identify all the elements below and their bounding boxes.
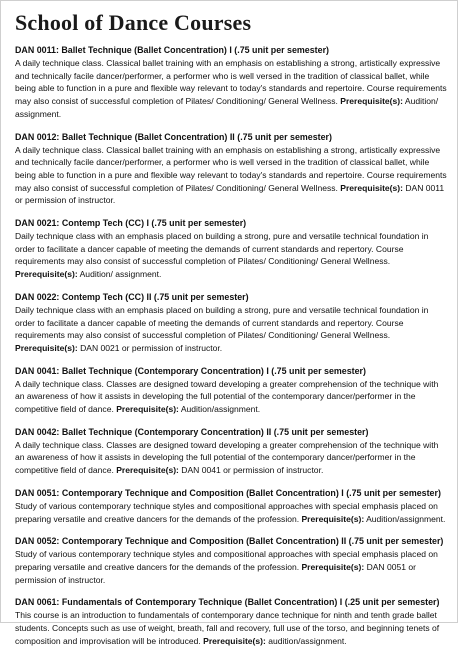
course-description-text: Daily technique class with an emphasis placed on building a strong, pure and versatile technical foundation in order to facilitate a dancer capable of meeting the demands of current standards and repertory. Course requirements may also consist of successful completion of Pilates/ Conditioning/ General Wellness. [15,231,429,267]
course-entry [15,44,447,121]
prerequisite-label: Prerequisite(s): [116,404,179,415]
prerequisite-label: Prerequisite(s): [301,513,365,524]
course-description-text: A daily technique class. Classes are designed toward developing a greater comprehension of the technique with an awareness of how it assists in developing the full potential of the contemporary dancer/performer in the competitive field of dance. [15,378,439,415]
document-content [15,8,447,658]
course-title: DAN 0011: Ballet Technique (Ballet Concentration) I (.75 unit per semester) [15,45,329,55]
course-entry [15,596,447,647]
prerequisite-label: Prerequisite(s): [116,465,179,476]
course-description [15,609,447,647]
course-entry [15,535,447,586]
course-title: DAN 0022: Contemp Tech (CC) II (.75 unit per semester) [15,291,249,302]
course-entry [15,487,447,525]
page-title: School of Dance Courses [15,10,252,35]
course-description-text: Study of various contemporary technique styles and compositional approaches with special emphasis placed on preparing versatile and creative dancers for the demands of the profession. [15,549,438,572]
course-title: DAN 0041: Ballet Technique (Contemporary Concentration) I (.75 unit per semester) [15,365,366,376]
course-description-text: A daily technique class. Classical ballet training with an emphasis on establishing a strong, artistically expressive and technically facile dancer/performer, a performer who is well versed in the tradition of classical ballet, while being able to function in a pure and flexible way relevant to today's standards and repertoire. Course requirements may also consist of successful completion of Pilates/ Conditioning/ General Wellness. [15,144,447,193]
prerequisite-label: Prerequisite(s): [203,635,266,646]
course-description-text: This course is an introduction to fundamentals of contemporary dance technique for ninth and tenth grade ballet students. Concepts such as use of weight, breath, fall and recovery, full use of the torso, and beginning tenets of composition and improvisation will be introduced. [15,610,440,646]
prerequisite-label: Prerequisite(s): [340,96,403,107]
course-entry [15,365,447,416]
course-title: DAN 0052: Contemporary Technique and Composition (Ballet Concentration) II (.75 unit per semester) [15,536,444,547]
prerequisite-value: DAN 0051 or permission of instructor. [15,561,416,585]
prerequisite-value: audition/assignment. [268,635,347,646]
course-entry [15,217,447,281]
prerequisite-label: Prerequisite(s): [15,342,78,353]
course-description [15,548,447,586]
course-description [15,144,447,208]
course-title: DAN 0012: Ballet Technique (Ballet Concentration) II (.75 unit per semester) [15,131,332,142]
course-entry [15,131,447,208]
course-title: DAN 0061: Fundamentals of Contemporary Technique (Ballet Concentration) I (.25 unit per semester) [15,597,440,608]
course-title: DAN 0051: Contemporary Technique and Composition (Ballet Concentration) I (.75 unit per semester) [15,487,441,498]
course-description [15,304,447,355]
prerequisite-value: DAN 0021 or permission of instructor. [80,342,223,353]
course-description-text: A daily technique class. Classical ballet training with an emphasis on establishing a strong, artistically expressive and technically facile dancer/performer, a performer who is well versed in the tradition of classical ballet, while being able to function in a pure and flexible way relevant to today's standards and repertoire. Course requirements may also consist of successful completion of Pilates/ Conditioning/ General Wellness. [15,58,447,107]
course-description [15,439,447,477]
prerequisite-value: DAN 0041 or permission of instructor. [181,465,324,476]
prerequisite-value: Audition/ assignment. [15,96,439,119]
course-description [15,378,447,416]
course-description [15,57,447,121]
course-entry [15,291,447,355]
course-entry [15,426,447,477]
course-description-text: Daily technique class with an emphasis placed on building a strong, pure and versatile technical foundation in order to facilitate a dancer capable of meeting the demands of current standards and repertory. Course requirements may also consist of successful completion of Pilates/ Conditioning/ General Wellness. [15,304,429,341]
prerequisite-label: Prerequisite(s): [301,561,365,572]
prerequisite-value: Audition/ assignment. [79,269,162,280]
course-description-text: Study of various contemporary technique styles and compositional approaches with special emphasis placed on preparing versatile and creative dancers for the demands of the profession. [15,500,438,524]
course-title: DAN 0021: Contemp Tech (CC) I (.75 unit per semester) [15,218,247,229]
prerequisite-label: Prerequisite(s): [340,182,403,193]
prerequisite-label: Prerequisite(s): [15,269,78,280]
course-description [15,230,447,281]
prerequisite-value: Audition/assignment. [180,404,261,415]
prerequisite-value: Audition/assignment. [366,513,446,524]
course-description-text: A daily technique class. Classes are designed toward developing a greater comprehension of the technique with an awareness of how it assists in developing the full potential of the contemporary dancer/performer in the competitive field of dance. [15,439,439,476]
course-title: DAN 0042: Ballet Technique (Contemporary Concentration) II (.75 unit per semester) [15,426,369,437]
course-description [15,500,447,525]
prerequisite-value: DAN 0011 or permission of instructor. [15,182,445,206]
